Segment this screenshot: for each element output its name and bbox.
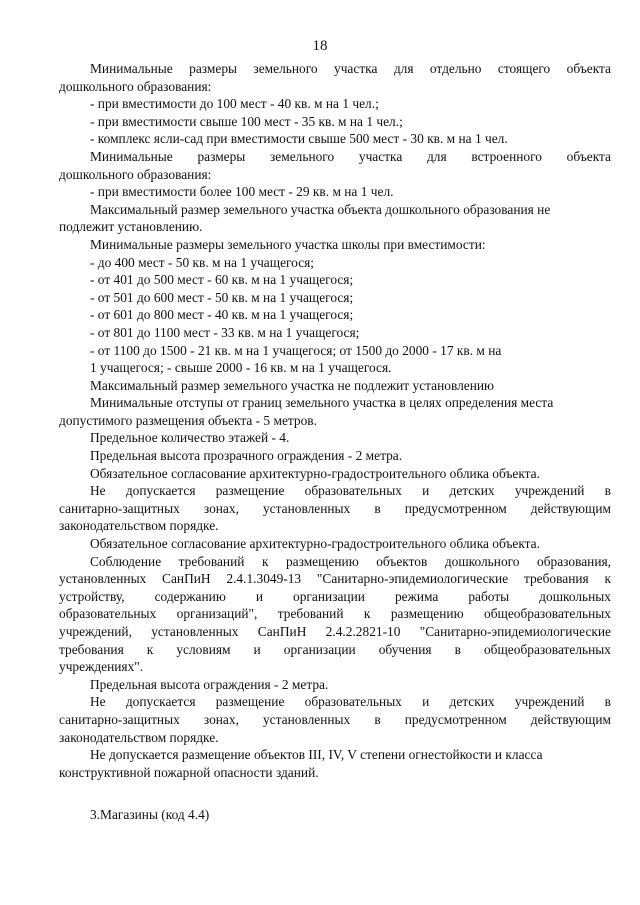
text-line: Максимальный размер земельного участка объекта дошкольного образования не [90, 201, 551, 217]
text-line: допустимого размещения объекта - 5 метров. [59, 412, 317, 428]
text-line: санитарно-защитных зонах, установленных в предусмотренном действующим [59, 711, 611, 727]
text-line: Минимальные размеры земельного участка для отдельно стоящего объекта [90, 61, 611, 76]
text-line: Не допускается размещение образовательных и детских учреждений в [90, 694, 611, 710]
text-line: - при вместимости до 100 мест - 40 кв. м на 1 чел.; [90, 96, 379, 112]
text-line: - при вместимости свыше 100 мест - 35 кв. м на 1 чел.; [90, 113, 403, 129]
text-line: - от 801 до 1100 мест - 33 кв. м на 1 учащегося; [90, 324, 360, 340]
text-line: устройству, содержанию и организации режима работы дошкольных [59, 588, 611, 604]
section-heading: 3.Магазины (код 4.4) [90, 807, 210, 822]
text-line: - от 501 до 600 мест - 50 кв. м на 1 учащегося; [90, 289, 354, 305]
text-line: - комплекс ясли-сад при вместимости свыше 500 мест - 30 кв. м на 1 чел. [90, 131, 508, 147]
text-line: учреждениях". [59, 659, 144, 675]
body-text [59, 60, 611, 781]
text-line: Минимальные размеры земельного участка для встроенного объекта [90, 148, 611, 164]
text-line: - при вместимости более 100 мест - 29 кв. м на 1 чел. [90, 184, 394, 200]
text-line: Не допускается размещение объектов III, IV, V степени огнестойкости и класса [90, 747, 543, 763]
text-line: законодательством порядке. [59, 729, 219, 745]
page-number: 18 [312, 38, 328, 54]
text-line: законодательством порядке. [59, 518, 219, 534]
text-line: санитарно-защитных зонах, установленных в предусмотренном действующим [59, 500, 611, 516]
text-line: требования к условиям и организации обучения в общеобразовательных [59, 641, 611, 657]
text-line: Соблюдение требований к размещению объектов дошкольного образования, [90, 553, 611, 569]
text-line: Предельная высота прозрачного ограждения - 2 метра. [90, 448, 403, 464]
text-line: - от 1100 до 1500 - 21 кв. м на 1 учащегося; от 1500 до 2000 - 17 кв. м на [90, 342, 502, 358]
text-line: - от 401 до 500 мест - 60 кв. м на 1 учащегося; [90, 272, 354, 288]
text-line: дошкольного образования: [59, 78, 212, 94]
text-line: установленных СанПиН 2.4.1.3049-13 "Санитарно-эпидемиологические требования к [59, 571, 611, 587]
text-line: Предельное количество этажей - 4. [90, 430, 290, 446]
text-line: Обязательное согласование архитектурно-градостроительного облика объекта. [90, 536, 540, 552]
text-line: Минимальные размеры земельного участка школы при вместимости: [90, 236, 486, 252]
text-line: Обязательное согласование архитектурно-градостроительного облика объекта. [90, 465, 540, 481]
text-line: 1 учащегося; - свыше 2000 - 16 кв. м на 1 учащегося. [90, 360, 392, 376]
text-line: конструктивной пожарной опасности зданий. [59, 764, 319, 780]
text-line: Минимальные отступы от границ земельного участка в целях определения места [90, 395, 554, 411]
text-line: Предельная высота ограждения - 2 метра. [90, 676, 329, 692]
text-line: - от 601 до 800 мест - 40 кв. м на 1 учащегося; [90, 307, 354, 323]
text-line: подлежит установлению. [59, 219, 203, 235]
text-line: - до 400 мест - 50 кв. м на 1 учащегося; [90, 254, 315, 270]
text-line: образовательных организаций", требований к размещению общеобразовательных [59, 606, 611, 622]
text-line: Максимальный размер земельного участка не подлежит установлению [90, 377, 495, 393]
text-line: дошкольного образования: [59, 166, 212, 182]
text-line: учреждений, установленных СанПиН 2.4.2.2821-10 "Санитарно-эпидемиологические [59, 624, 611, 639]
text-line: Не допускается размещение образовательных и детских учреждений в [90, 483, 611, 499]
